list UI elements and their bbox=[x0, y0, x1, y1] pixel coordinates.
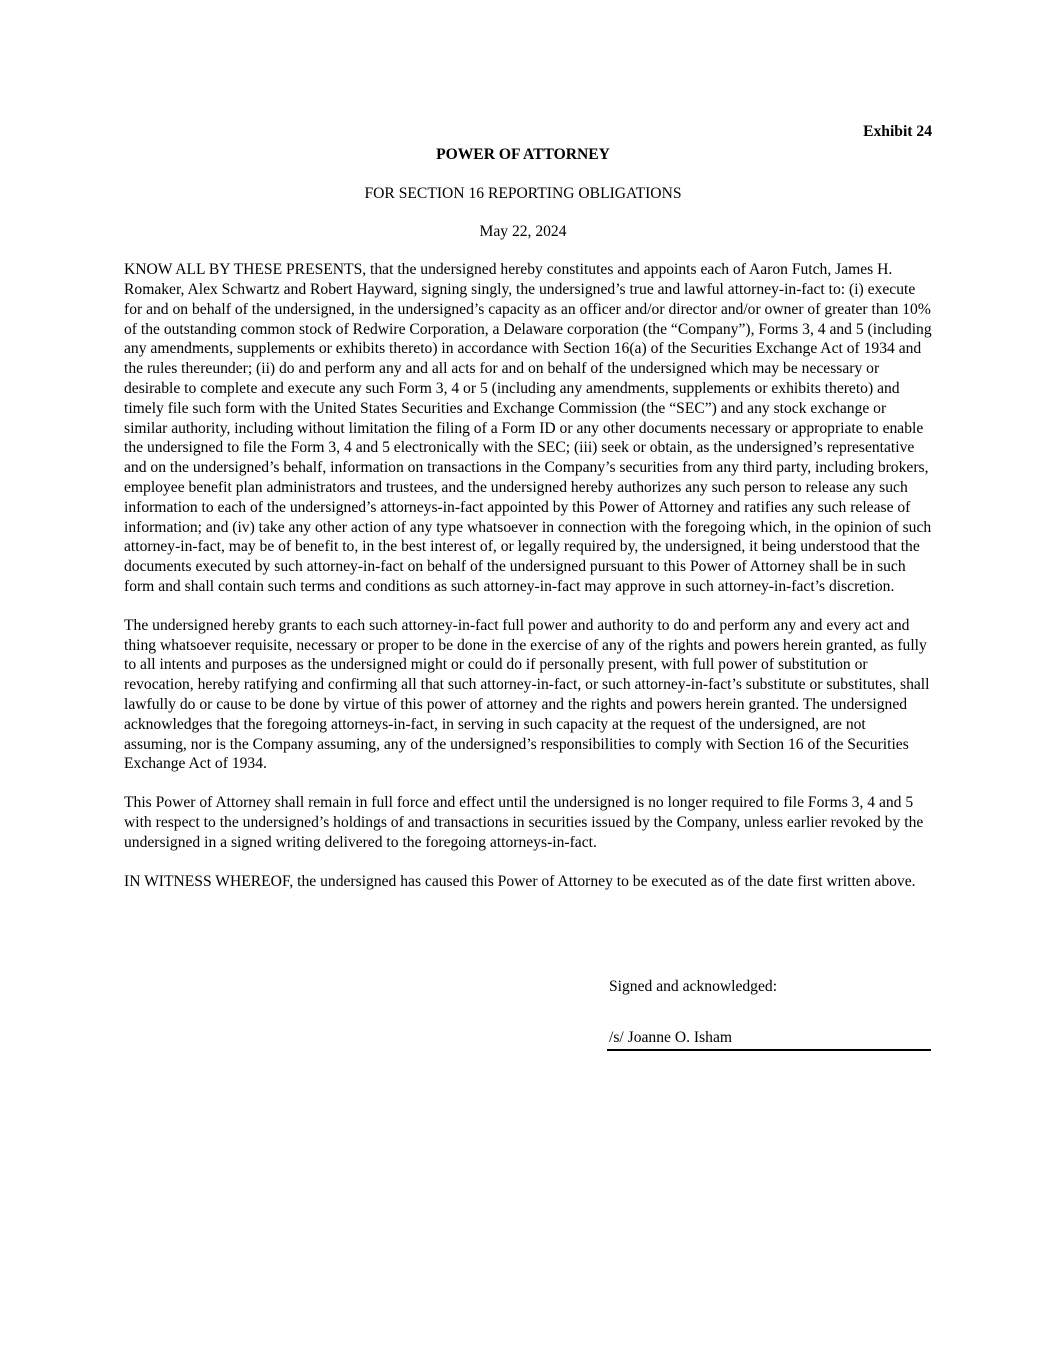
paragraph-appointment: KNOW ALL BY THESE PRESENTS, that the undersigned hereby constitutes and appoints each of Aaron Futch, James H. Romaker, Alex Schwartz and Robert Hayward, signing singly, the undersigned’s true and lawful attorney-in-fact to: (i) execute for and on behalf of the undersigned, in the undersigned’s capacity as an officer and/or director and/or owner of greater than 10% of the outstanding common stock of Redwire Corporation, a Delaware corporation (the “Company”), Forms 3, 4 and 5 (including any amendments, supplements or exhibits thereto) in accordance with Section 16(a) of the Securities Exchange Act of 1934 and the rules thereunder; (ii) do and perform any and all acts for and on behalf of the undersigned which may be necessary or desirable to complete and execute any such Form 3, 4 or 5 (including any amendments, supplements or exhibits thereto) and timely file such form with the United States Securities and Exchange Commission (the “SEC”) and any stock exchange or similar authority, including without limitation the filing of a Form ID or any other documents necessary or appropriate to enable the undersigned to file the Form 3, 4 and 5 electronically with the SEC; (iii) seek or obtain, as the undersigned’s representative and on the undersigned’s behalf, information on transactions in the Company’s securities from any third party, including brokers, employee benefit plan administrators and trustees, and the undersigned hereby authorizes any such person to release any such information to each of the undersigned’s attorneys-in-fact appointed by this Power of Attorney and ratifies any such release of information; and (iv) take any other action of any type whatsoever in connection with the foregoing which, in the opinion of such attorney-in-fact, may be of benefit to, in the best interest of, or legally required by, the undersigned, it being understood that the documents executed by such attorney-in-fact on behalf of the undersigned pursuant to this Power of Attorney shall be in such form and shall contain such terms and conditions as such attorney-in-fact may approve in such attorney-in-fact’s discretion. bbox=[124, 261, 932, 595]
paragraph-duration: This Power of Attorney shall remain in full force and effect until the undersigned is no longer required to file Forms 3, 4 and 5 with respect to the undersigned’s holdings of and transactions in securities issued by the Company, unless earlier revoked by the undersigned in a signed writing delivered to the foregoing attorneys-in-fact. bbox=[124, 794, 924, 851]
document-date: May 22, 2024 bbox=[479, 223, 567, 241]
paragraph-grant-of-power: The undersigned hereby grants to each such attorney-in-fact full power and authority to do and perform any and every act and thing whatsoever requisite, necessary or proper to be done in the exercise of any of the rights and powers herein granted, as fully to all intents and purposes as the undersigned might or could do if personally present, with full power of substitution or revocation, hereby ratifying and confirming all that such attorney-in-fact, or such attorney-in-fact’s substitute or substitutes, shall lawfully do or cause to be done by virtue of this power of attorney and the rights and powers herein granted. The undersigned acknowledges that the foregoing attorneys-in-fact, in serving in such capacity at the request of the undersigned, are not assuming, nor is the Company assuming, any of the undersigned’s responsibilities to comply with Section 16 of the Securities Exchange Act of 1934. bbox=[124, 616, 930, 773]
signature-block bbox=[607, 977, 931, 1051]
paragraph-witness: IN WITNESS WHEREOF, the undersigned has caused this Power of Attorney to be executed as of the date first written above. bbox=[124, 872, 916, 890]
document-title: POWER OF ATTORNEY bbox=[436, 145, 610, 163]
document-body bbox=[124, 122, 932, 891]
document-subtitle: FOR SECTION 16 REPORTING OBLIGATIONS bbox=[364, 184, 682, 202]
signed-acknowledged-label: Signed and acknowledged: bbox=[609, 978, 778, 995]
signature-name: /s/ Joanne O. Isham bbox=[607, 1028, 931, 1051]
exhibit-label: Exhibit 24 bbox=[863, 123, 932, 140]
